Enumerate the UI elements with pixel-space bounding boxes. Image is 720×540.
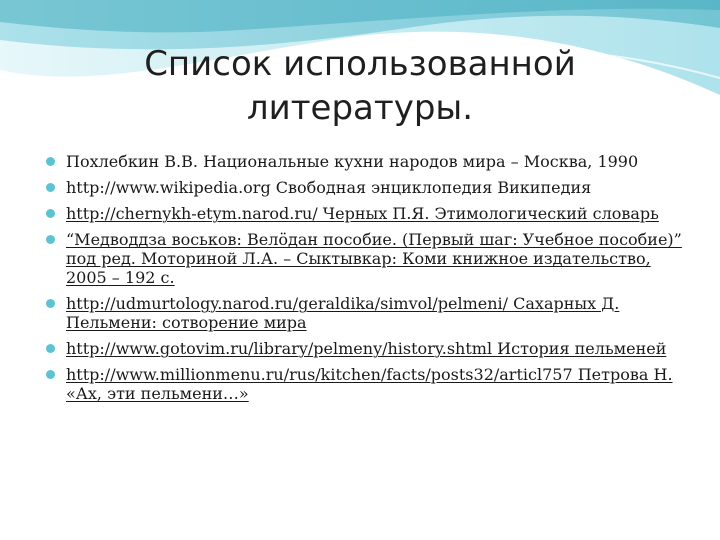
- list-item[interactable]: [46, 339, 686, 358]
- list-item: [46, 152, 686, 171]
- list-item[interactable]: [46, 204, 686, 223]
- bullet-icon: [46, 235, 55, 244]
- reference-link[interactable]: http://udmurtology.narod.ru/geraldika/simvol/pelmeni/ Сахарных Д. Пельмени: сотворение мира: [66, 294, 620, 332]
- title-line-1: Список использованной: [144, 44, 576, 84]
- bullet-icon: [46, 157, 55, 166]
- page-title: [60, 42, 660, 130]
- list-item: [46, 230, 686, 287]
- reference-link[interactable]: http://chernykh-etym.narod.ru/ Черных П.Я. Этимологический словарь: [66, 204, 659, 223]
- reference-link[interactable]: http://www.gotovim.ru/library/pelmeny/history.shtml История пельменей: [66, 339, 667, 358]
- bullet-icon: [46, 370, 55, 379]
- reference-list: [46, 152, 686, 410]
- bullet-icon: [46, 183, 55, 192]
- reference-text: Похлебкин В.В. Национальные кухни народов мира – Москва, 1990: [66, 152, 639, 171]
- list-item[interactable]: [46, 365, 686, 403]
- bullet-icon: [46, 344, 55, 353]
- reference-text: “Медводдза воськов: Велӧдан пособие. (Первый шаг: Учебное пособие)” под ред. Моториной Л.А. – Сыктывкар: Коми книжное издательство, 2005 – 192 с.: [66, 230, 682, 287]
- reference-link[interactable]: http://www.wikipedia.org Свободная энциклопедия Википедия: [66, 178, 592, 197]
- reference-link[interactable]: http://www.millionmenu.ru/rus/kitchen/facts/posts32/articl757 Петрова Н. «Ах, эти пельмени…»: [66, 365, 673, 403]
- list-item[interactable]: [46, 294, 686, 332]
- bullet-icon: [46, 209, 55, 218]
- bullet-icon: [46, 299, 55, 308]
- title-line-2: литературы.: [246, 88, 474, 128]
- list-item[interactable]: [46, 178, 686, 197]
